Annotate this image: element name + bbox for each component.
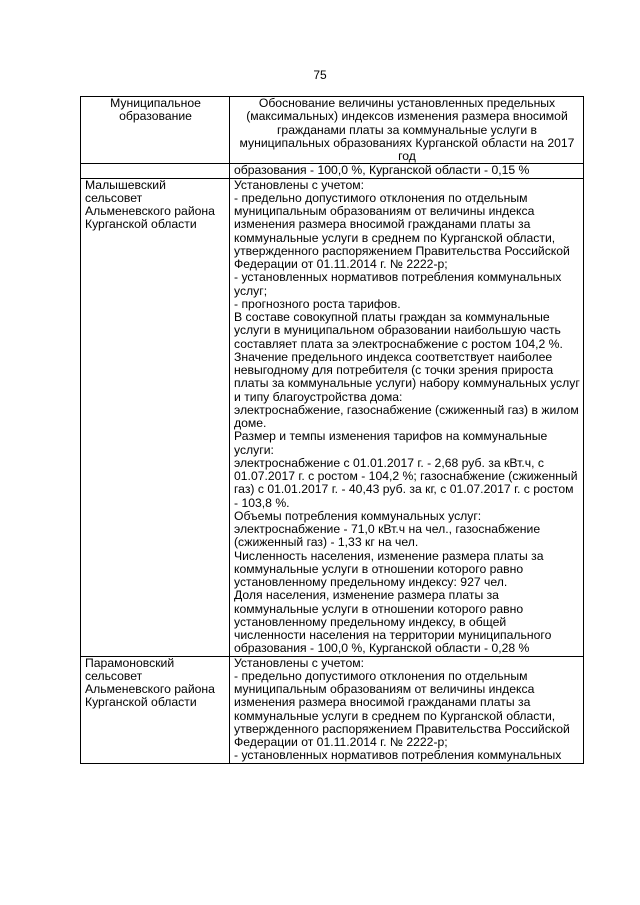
justification-cell	[230, 656, 584, 763]
header-municipality: Муниципальное образование	[81, 97, 230, 164]
paragraph: - предельно допустимого отклонения по отдельным муниципальным образованиям от величины индекса изменения размера вносимой гражданами платы за коммунальные услуги в среднем по Курганской области, утвержденного распоряжением Правительства Российской Федерации от 01.11.2014 г. № 2222-р;	[234, 668, 570, 749]
table-row	[81, 178, 584, 656]
continuation-row	[81, 164, 584, 178]
municipality-line: Альменевского района	[85, 682, 215, 696]
paragraph: - установленных нормативов потребления коммунальных	[234, 748, 562, 763]
continuation-text: образования - 100,0 %, Курганской области - 0,15 %	[230, 164, 584, 178]
continuation-left-cell	[81, 164, 230, 178]
paragraph: электроснабжение, газоснабжение (сжиженный газ) в жилом доме.	[234, 402, 579, 430]
municipality-line: сельсовет	[85, 190, 143, 205]
paragraph: - установленных нормативов потребления коммунальных услуг;	[234, 270, 562, 298]
municipality-cell	[81, 656, 230, 763]
paragraph: электроснабжение с 01.01.2017 г. - 2,68 руб. за кВт.ч, с 01.07.2017 г. с ростом - 104,2 %; газоснабжение (сжиженный газ) с 01.01.2017 г. - 40,43 руб. за кг, с 01.07.2017 г. с ростом - 103,8 %.	[234, 455, 578, 510]
paragraph: Размер и темпы изменения тарифов на коммунальные услуги:	[234, 429, 548, 457]
justification-cell	[230, 178, 584, 656]
municipality-line: Альменевского района	[85, 204, 215, 218]
paragraph: Установлены с учетом:	[234, 177, 364, 192]
municipality-line: Курганской области	[85, 217, 197, 232]
municipality-line: Курганской области	[85, 695, 197, 710]
paragraph: Доля населения, изменение размера платы за коммунальные услуги в отношении которого равно установленному предельному индексу, в общей численности населения на территории муниципального образования - 100,0 %, Курганской области - 0,28 %	[234, 588, 552, 656]
paragraph: Численность населения, изменение размера платы за коммунальные услуги в отношении которого равно установленному предельному индексу: 927 чел.	[234, 548, 544, 589]
municipality-line: сельсовет	[85, 668, 143, 683]
municipality-cell	[81, 178, 230, 656]
paragraph: Значение предельного индекса соответствует наиболее невыгодному для потребителя (с точки зрения прироста платы за коммунальные услуги) набору коммунальных услуг и типу благоустройства дома:	[234, 349, 580, 404]
paragraph: В составе совокупной платы граждан за коммунальные услуги в муниципальном образовании наибольшую часть составляет плата за электроснабжение с ростом 104,2 %.	[234, 310, 563, 351]
paragraph: - предельно допустимого отклонения по отдельным муниципальным образованиям от величины индекса изменения размера вносимой гражданами платы за коммунальные услуги в среднем по Курганской области, утвержденного распоряжением Правительства Российской Федерации от 01.11.2014 г. № 2222-р;	[234, 190, 570, 271]
paragraph: Установлены с учетом:	[234, 655, 364, 670]
table-row	[81, 656, 584, 763]
paragraph: - прогнозного роста тарифов.	[234, 296, 401, 311]
page-number: 75	[313, 68, 327, 82]
justification-table	[80, 96, 584, 764]
paragraph: Объемы потребления коммунальных услуг:	[234, 508, 482, 523]
table-header-row	[81, 97, 584, 164]
municipality-line: Парамоновский	[85, 655, 175, 670]
paragraph: электроснабжение - 71,0 кВт.ч на чел., газоснабжение (сжиженный газ) - 1,33 кг на чел.	[234, 522, 541, 550]
header-justification: Обоснование величины установленных предельных (максимальных) индексов изменения размера вносимой гражданами платы за коммунальные услуги в муниципальных образованиях Курганской области на 2017 год	[230, 97, 584, 164]
municipality-line: Малышевский	[85, 177, 166, 192]
